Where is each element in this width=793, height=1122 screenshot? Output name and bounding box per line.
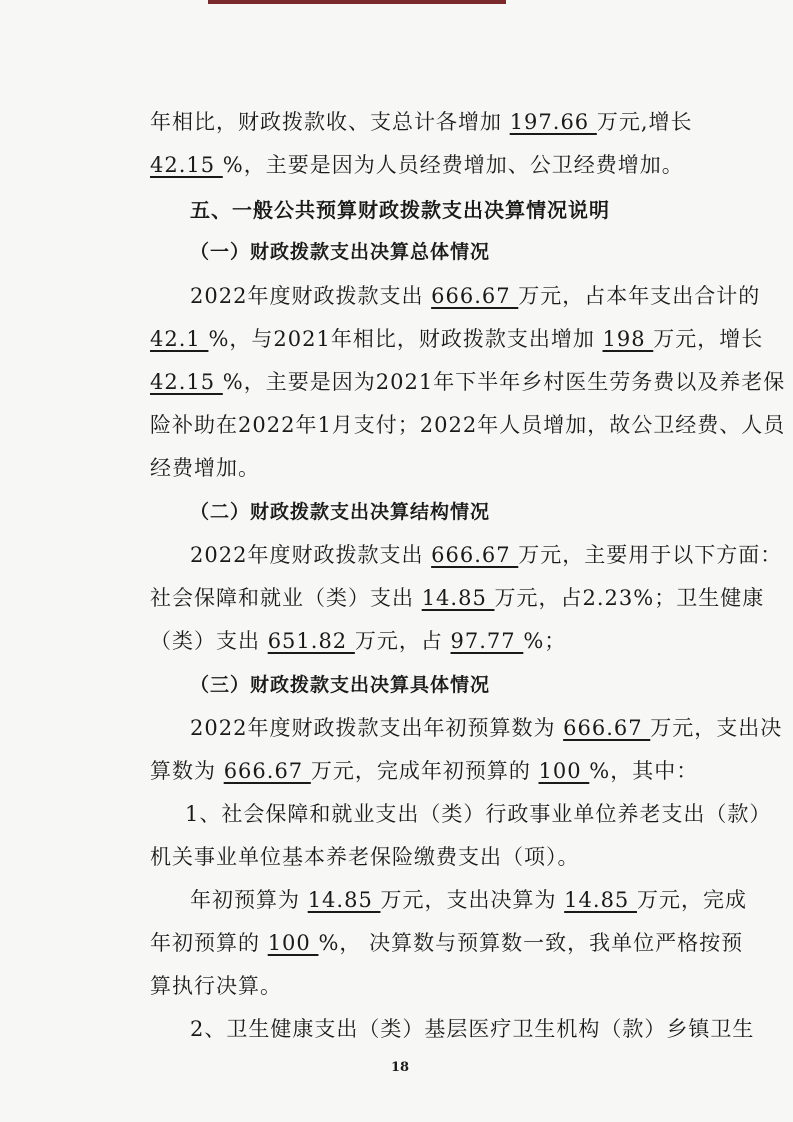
paragraph-line: （类）支出 651.82 万元，占 97.77 %；: [150, 629, 567, 653]
paragraph-line: 险补助在2022年1月支付；2022年人员增加，故公卫经费、人员: [150, 413, 786, 437]
paragraph-line: 42.15 %，主要是因为人员经费增加、公卫经费增加。: [150, 153, 684, 177]
subsection-heading: （一）财政拨款支出决算总体情况: [190, 241, 491, 263]
subsection-heading: （三）财政拨款支出决算具体情况: [190, 674, 491, 696]
page-number: 18: [390, 1060, 410, 1075]
paragraph-line: 年初预算的 100 %， 决算数与预算数一致，我单位严格按预: [150, 931, 744, 955]
paragraph-line: 2022年度财政拨款支出 666.67 万元，主要用于以下方面：: [190, 543, 783, 567]
subsection-heading: （二）财政拨款支出决算结构情况: [190, 501, 491, 523]
paragraph-line: 社会保障和就业（类）支出 14.85 万元，占2.23%；卫生健康: [150, 586, 765, 610]
paragraph-line: 2022年度财政拨款支出年初预算数为 666.67 万元，支出决: [190, 716, 783, 740]
paragraph-line: 42.15 %，主要是因为2021年下半年乡村医生劳务费以及养老保: [150, 370, 786, 394]
paragraph-line: 算执行决算。: [150, 974, 282, 998]
paragraph-line: 经费增加。: [150, 456, 260, 480]
paragraph-line: 年相比，财政拨款收、支总计各增加 197.66 万元,增长: [150, 110, 693, 134]
paragraph-line: 机关事业单位基本养老保险缴费支出（项）。: [150, 845, 580, 869]
paragraph-line: 算数为 666.67 万元，完成年初预算的 100 %，其中：: [150, 759, 699, 783]
paragraph-line: 1、社会保障和就业支出（类）行政事业单位养老支出（款）: [185, 802, 772, 826]
paragraph-line: 2、卫生健康支出（类）基层医疗卫生机构（款）乡镇卫生: [190, 1017, 755, 1041]
section-heading: 五、一般公共预算财政拨款支出决算情况说明: [190, 198, 610, 222]
paragraph-line: 2022年度财政拨款支出 666.67 万元，占本年支出合计的: [190, 284, 761, 308]
paragraph-line: 42.1 %，与2021年相比，财政拨款支出增加 198 万元，增长: [150, 327, 764, 351]
paragraph-line: 年初预算为 14.85 万元，支出决算为 14.85 万元，完成: [190, 888, 747, 912]
